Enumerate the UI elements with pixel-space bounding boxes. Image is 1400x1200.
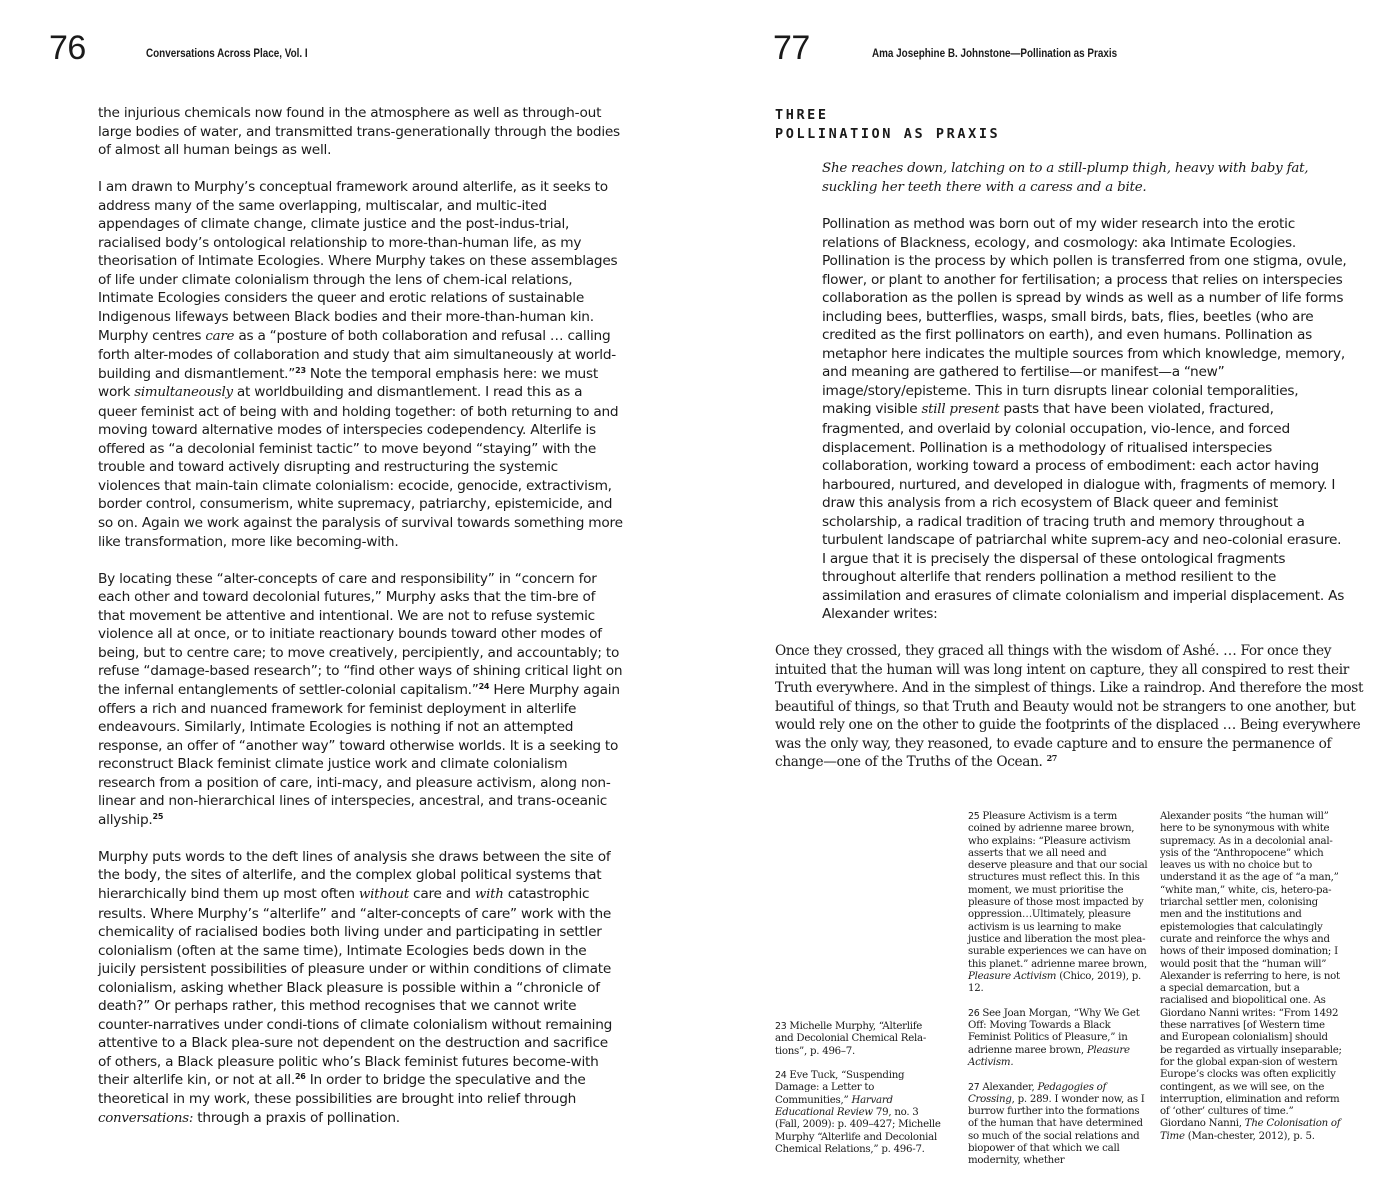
block-quote: Once they crossed, they graced all things with the wisdom of Ashé. … For once they intuited that the human will was long intent on capture, they all conspired to rest their Truth everywhere. And in the simplest of things. Like a raindrop. And therefore the most beautiful of things, so that Truth and Beauty would not be strangers to one another, but would rely one on the other to guide the footprints of the displaced … Being everywhere was the only way, they reasoned, to evade capture and to ensure the permanence of change—one of the Truths of the Ocean. $^{27}$	[775, 643, 1364, 771]
chapter-number: THREE	[775, 107, 829, 123]
footnote: 26 See Joan Morgan, “Why We Get Off: Moving Towards a Black Feminist Politics of Pleasure,” in adrienne maree brown, Pleasure Activism.	[968, 1007, 1140, 1068]
italic-text: The Colonisation of Time	[1160, 1118, 1341, 1142]
footnote-number: 24	[775, 1070, 787, 1082]
italic-text: care	[205, 328, 235, 344]
page-number: 77	[773, 29, 810, 67]
footnote-number: 27	[968, 1081, 980, 1093]
running-head: Ama Josephine B. Johnstone—Pollination as Praxis	[872, 48, 1118, 60]
italic-text: Harvard Educational Review	[775, 1094, 893, 1119]
body-text	[98, 104, 624, 1128]
italic-text: with	[474, 886, 504, 902]
epigraph: She reaches down, latching on to a still-plump thigh, heavy with baby fat, suckling her teeth there with a caress and a bite.	[822, 161, 1309, 195]
italic-text: Pedagogies of Crossing	[968, 1081, 1107, 1105]
italic-text: without	[358, 886, 409, 902]
chapter-heading	[775, 106, 1000, 143]
body-text	[822, 215, 1348, 624]
italic-text: simultaneously	[134, 385, 233, 401]
footnotes-column-2	[968, 811, 1148, 1168]
footnotes-column-1	[775, 1021, 943, 1156]
italic-text: conversations:	[98, 1110, 194, 1126]
italic-text: Pleasure Activism.	[968, 1044, 1130, 1068]
footnote-ref: 23	[295, 365, 306, 375]
footnote-ref: 24	[478, 681, 490, 691]
footnote: 25 Pleasure Activism is a term coined by adrienne maree brown, who explains: “Pleasure activism asserts that we all need and deserve pleasure and that our social structures must reflect this. In this moment, we must prioritise the pleasure of those most impacted by oppression…Ultimately, pleasure activism is us learning to make justice and liberation the most plea-surable experiences we can have on this planet.” adrienne maree brown, Pleasure Activism (Chico, 2019), p. 12.	[968, 811, 1148, 995]
footnote: 27 Alexander, Pedagogies of Crossing, p. 289. I wonder now, as I burrow further into the formations of the human that have determined so much of the social relations and biopower of that which we call modernity, whether	[968, 1081, 1145, 1167]
running-head: Conversations Across Place, Vol. I	[146, 48, 308, 60]
right-page	[700, 0, 1400, 1200]
body-paragraph: I am drawn to Murphy’s conceptual framework around alterlife, as it seeks to address many of the same overlapping, multiscalar, and multic-ited appendages of climate change, climate justice and the post-indus-trial, racialised body’s ontological relationship to more-than-human life, as my theorisation of Intimate Ecologies. Where Murphy takes on these assemblages of life under climate colonialism through the lens of chem-ical relations, Intimate Ecologies considers the queer and erotic relations of sustainable Indigenous lifeways between Black bodies and their more-than-human kin. Murphy centres care as a “posture of both collaboration and refusal … calling forth alter-modes of collaboration and study that aim simultaneously at world-building and dismantlement.”$^{23}$ Note the temporal emphasis here: we must work simultaneously at worldbuilding and dismantlement. I read this as a queer feminist act of being with and holding together: of both returning to and moving toward alternative modes of interspecies codependency. Alterlife is offered as “a decolonial feminist tactic” to move beyond “staying” with the trouble and toward actively disrupting and restructuring the systemic violences that main-tain climate colonialism: ecocide, genocide, extractivism, border control, consumerism, white supremacy, patriarchy, epistemicide, and so on. Again we work against the paralysis of survival towards something more like transformation, more like becoming-with.	[98, 179, 623, 550]
footnote-continued: Alexander posits “the human will” here to be synonymous with white supremacy. As in a decolonial anal-ysis of the “Anthropocene” which leaves us with no choice but to understand it as the age of “a man,” “white man,” white, cis, hetero-pa-triarchal settler men, colonising men and the institutions and epistemologies that calculatingly curate and reinforce the whys and hows of their imposed domination; I would posit that the “human will” Alexander is referring to here, is not a special demarcation, but a racialised and biopolitical one. As Giordano Nanni writes: “From 1492 these narratives [of Western time and European colonialism] should be regarded as virtually inseparable; for the global expan-sion of western Europe’s clocks was often explicitly contingent, as we will see, on the interruption, elimination and reform of ‘other’ cultures of time.” Giordano Nanni, The Colonisation of Time (Man-chester, 2012), p. 5.	[1160, 811, 1342, 1142]
body-paragraph: the injurious chemicals now found in the atmosphere as well as through-out large bodies of water, and transmitted trans-generationally through the bodies of almost all human beings as well.	[98, 105, 620, 159]
italic-text: Pleasure Activism	[968, 970, 1057, 982]
footnote-ref: 26	[294, 1072, 306, 1082]
footnote-number: 26	[968, 1007, 980, 1019]
chapter-title: POLLINATION AS PRAXIS	[775, 125, 1001, 142]
page-number: 76	[49, 29, 86, 67]
footnote: 24 Eve Tuck, “Suspending Damage: a Letter to Communities,” Harvard Educational Review 79, no. 3 (Fall, 2009): p. 409–427; Michelle Murphy “Alterlife and Decolonial Chemical Relations,” p. 496-7.	[775, 1070, 941, 1155]
footnote-ref: 25	[152, 811, 164, 821]
body-paragraph: By locating these “alter-concepts of care and responsibility” in “concern for each other and toward decolonial futures,” Murphy asks that the tim-bre of that movement be attentive and intentional. We are not to refuse systemic violence all at once, or to initiate reactionary bounds toward other modes of being, but to centre care; to move creatively, percipiently, and accountably; to refuse “damage-based research”; to “find other ways of shining critical light on the infernal entanglements of settler-colonial capitalism.”$^{24}$ Here Murphy again offers a rich and nuanced framework for feminist deployment in alterlife endeavours. Similarly, Intimate Ecologies is nothing if not an attempted response, an offer of “another way” toward otherwise worlds. It is a seeking to reconstruct Black feminist climate justice work and climate colonialism research from a position of care, inti-macy, and pleasure activism, along non-linear and non-hierarchical lines of interspecies, ancestral, and trans-oceanic allyship.$^{25}$	[98, 570, 623, 828]
italic-text: still present	[921, 402, 1000, 418]
body-paragraph: Pollination as method was born out of my wider research into the erotic relations of Blackness, ecology, and cosmology: aka Intimate Ecologies. Pollination is the process by which pollen is transferred from one stigma, ovule, flower, or plant to another for fertilisation; a process that relies on interspecies collaboration as the pollen is spread by winds as well as a number of life forms including bees, butterflies, wasps, small birds, bats, flies, beetles (who are credited as the first pollinators on earth), and even humans. Pollination as metaphor here indicates the multiple sources from which knowledge, memory, and meaning are gathered to fertilise—or manifest—a “new” image/story/episteme. This in turn disrupts linear colonial temporalities, making visible still present pasts that have been violated, fractured, fragmented, and overlaid by colonial occupation, vio-lence, and forced displacement. Pollination is a methodology of ritualised interspecies collaboration, working toward a process of embodiment: each actor having harboured, nurtured, and developed in dialogue with, fragments of memory. I draw this analysis from a rich ecosystem of Black queer and feminist scholarship, a radical tradition of tracing truth and memory throughout a turbulent landscape of patriarchal white suprem-acy and neo-colonial erasure. I argue that it is precisely the dispersal of these ontological fragments throughout alterlife that renders pollination a method resilient to the assimilation and erasures of climate colonialism and imperial displacement. As Alexander writes:	[822, 216, 1347, 623]
footnote-number: 23	[775, 1021, 787, 1032]
footnotes-column-3	[1160, 811, 1342, 1143]
footnote: 23 Michelle Murphy, “Alterlife and Decolonial Chemical Rela-tions”, p. 496–7.	[775, 1021, 927, 1057]
footnote-number: 25	[968, 811, 980, 822]
footnote-ref: 27	[1046, 753, 1057, 764]
body-paragraph: Murphy puts words to the deft lines of analysis she draws between the site of the body, the sites of alterlife, and the complex global political systems that hierarchically bind them up most often without care and with catastrophic results. Where Murphy’s “alterlife” and “alter-concepts of care” work with the chemicality of racialised bodies both living under and participating in settler colonialism (often at the same time), Intimate Ecologies beds down in the juicily persistent possibilities of pleasure under or within conditions of climate colonialism, asking whether Black pleasure is possible within a “chronicle of death?” Or perhaps rather, this method recognises that we cannot write counter-narratives under condi-tions of climate colonialism without remaining attentive to a Black plea-sure not dependent on the destruction and sacrifice of others, a Black pleasure politic who’s Black feminist futures become-with their alterlife kin, or not at all.$^{26}$ In order to bridge the speculative and the theoretical in my work, these possibilities are brought into relief through conversations: through a praxis of pollination.	[98, 848, 613, 1126]
